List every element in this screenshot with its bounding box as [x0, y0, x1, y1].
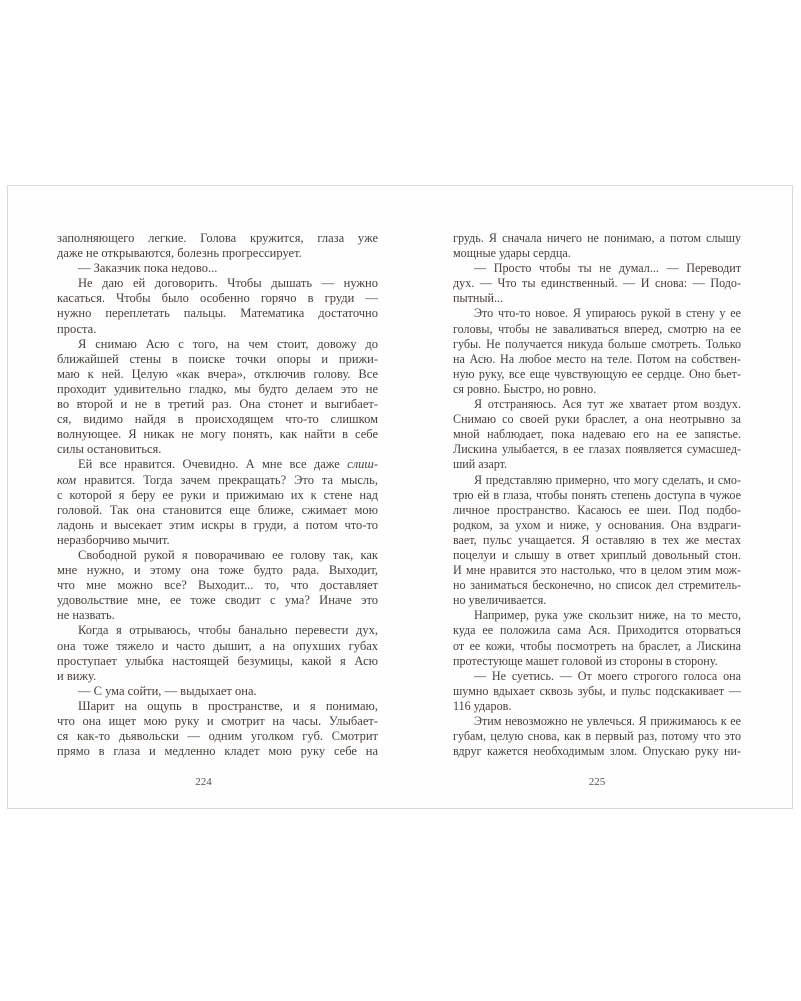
text-line: мной наблюдает, пока надеваю его на ее запястье. — [453, 427, 741, 442]
text-line: ся как-то дьявольски — одним уголком губ. Смотрит — [57, 729, 378, 744]
text-line: 116 ударов. — [453, 698, 512, 713]
page-number: 225 — [588, 776, 606, 788]
text-line: проходит удивительно гладко, мы будто делаем это не — [57, 381, 378, 396]
page-number: 224 — [195, 776, 212, 788]
text-line: с которой я беру ее руки и прижимаю их к стене над — [57, 487, 378, 502]
text-line: Это что-то новое. Я упираюсь рукой в стену у ее — [474, 306, 741, 321]
text-line: вает, пульс учащается. Я оставляю в тех же местах — [453, 532, 741, 547]
text-line: — Заказчик пока недово... — [78, 261, 218, 276]
text-line: головы, чтобы не заваливаться вперед, смотрю на ее — [453, 321, 741, 336]
text-line: нужно переплетать пальцы. Математика достаточно — [57, 306, 378, 321]
text-line: Например, рука уже скользит ниже, на то место, — [474, 608, 741, 623]
text-line: мне нужно, и этому она тоже будто рада. Выходит, — [57, 563, 378, 578]
text-line: Я снимаю Асю с того, на чем стоит, довожу до — [78, 336, 378, 351]
text-line: головой. Так она становится еще ближе, сжимает мою — [57, 502, 378, 517]
text-line: касаться. Чтобы было особенно горячо в груди — — [57, 291, 378, 306]
text-line: ную руку, все еще чувствующую ее сердце. Оно бьет- — [453, 366, 741, 381]
text-line: и вижу. — [57, 668, 97, 683]
text-line: прямо в глаза и медленно кладет мою руку себе на — [57, 744, 378, 759]
text-line: но заниматься бесконечно, но список дел стремитель- — [453, 578, 741, 593]
text-line: заполняющего легкие. Голова кружится, глаза уже — [57, 231, 378, 245]
text-line: Не даю ей договорить. Чтобы дышать — нужно — [78, 276, 378, 291]
text-line: — Не суетись. — От моего строгого голоса она — [474, 668, 741, 683]
text-line: во второй и не в третий раз. Она стонет и выгибает- — [57, 397, 378, 412]
text-line: ладонь и высекает этим искры в груди, а потом что-то — [57, 517, 378, 532]
text-line: силы остановиться. — [57, 442, 162, 457]
text-line: ком нравится. Тогда зачем прекращать? Это та мысль, — [57, 472, 378, 487]
text-line: Я представляю примерно, что могу сделать, и смо- — [474, 472, 741, 487]
book-spread — [7, 185, 793, 809]
text-line: дух. — Что ты единственный. — И снова: — Подо- — [453, 276, 741, 291]
text-line: ближайшей стены в поиске точки опоры и прижи- — [57, 351, 378, 366]
text-line: проступает улыбка настоящей безумицы, какой я Асю — [57, 653, 378, 668]
text-line: пытный... — [453, 291, 504, 306]
text-line: — Просто чтобы ты не думал... — Переводит — [474, 261, 741, 276]
text-line: она тоже тяжело и часто дышит, а на опухших губах — [57, 638, 378, 653]
text-line: личное пространство. Касаюсь ее шеи. Под подбо- — [453, 502, 741, 517]
text-line: Снимаю со своей руки браслет, а она неотрывно за — [453, 412, 741, 427]
book-page-right — [453, 231, 741, 791]
text-line: волнующее. Я никак не могу понять, как найти в себе — [57, 427, 378, 442]
text-line: Свободной рукой я поворачиваю ее голову так, как — [78, 547, 378, 562]
text-line: что мне можно все? Выходит... то, что доставляет — [57, 578, 378, 593]
text-line: мощные удары сердца. — [453, 246, 571, 261]
text-line: даже не открываются, болезнь прогрессирует. — [57, 246, 302, 261]
text-line: ся ровно. Быстро, но ровно. — [453, 381, 597, 396]
text-line: Я отстраняюсь. Ася тут же хватает ртом воздух. — [474, 397, 741, 412]
text-line: неразборчиво мычит. — [57, 532, 170, 547]
text-line: проста. — [57, 321, 97, 336]
page-text-left — [57, 231, 378, 759]
text-line: родком, за ухом и ниже, у основания. Она вздраги- — [453, 517, 741, 532]
text-line: грудь. Я сначала ничего не понимаю, а потом слышу — [453, 231, 741, 245]
text-line: трю ей в глаза, чтобы понять степень доступа в чужое — [453, 487, 741, 502]
text-line: что она ищет мою руку и смотрит на часы. Улыбает- — [57, 714, 378, 728]
text-line: поцелуи и слышу в ответ хриплый довольный стон. — [453, 547, 741, 562]
book-page-left — [57, 231, 378, 791]
text-line: — С ума сойти, — выдыхает она. — [78, 683, 257, 698]
text-line: ший азарт. — [453, 457, 508, 472]
text-line: маю к ней. Целую «как вчера», отключив голову. Все — [57, 366, 378, 381]
text-line: Шарит на ощупь в пространстве, и я понимаю, — [78, 698, 378, 713]
text-line: И мне нравится это настолько, что в целом этим мож- — [453, 563, 741, 578]
text-line: Ей все нравится. Очевидно. А мне все даже слиш- — [78, 457, 378, 472]
text-line: удовольствие мне, ее тоже сводит с ума? Иначе это — [57, 593, 378, 608]
text-line: ся, видимо найдя в происходящем что-то слишком — [57, 412, 378, 427]
text-line: губы. Не получается никуда больше смотреть. Только — [453, 336, 741, 351]
text-line: Лискина улыбается, в ее глазах появляется сумасшед- — [453, 442, 741, 457]
text-line: куда ее положила сама Ася. Приходится оторваться — [453, 623, 741, 638]
text-line: губам, целую снова, как в первый раз, потому что это — [453, 729, 741, 744]
text-line: протестующе машет головой из стороны в сторону. — [453, 653, 718, 668]
text-line: шумно вдыхает сквозь зубы, и пульс подскакивает — — [453, 683, 741, 698]
text-line: на Асю. На любое место на теле. Потом на собствен- — [453, 351, 741, 366]
text-line: Когда я отрываюсь, чтобы банально перевести дух, — [78, 623, 378, 638]
page-text-right — [453, 231, 741, 759]
text-line: вдруг кажется необходимым злом. Опускаю руку ни- — [453, 744, 741, 759]
text-line: но увеличивается. — [453, 593, 547, 608]
text-line: Этим невозможно не увлечься. Я прижимаюсь к ее — [474, 714, 741, 728]
text-line: не назвать. — [57, 608, 115, 623]
text-line: от ее кожи, чтобы посмотреть на браслет, а Лискина — [453, 638, 741, 653]
